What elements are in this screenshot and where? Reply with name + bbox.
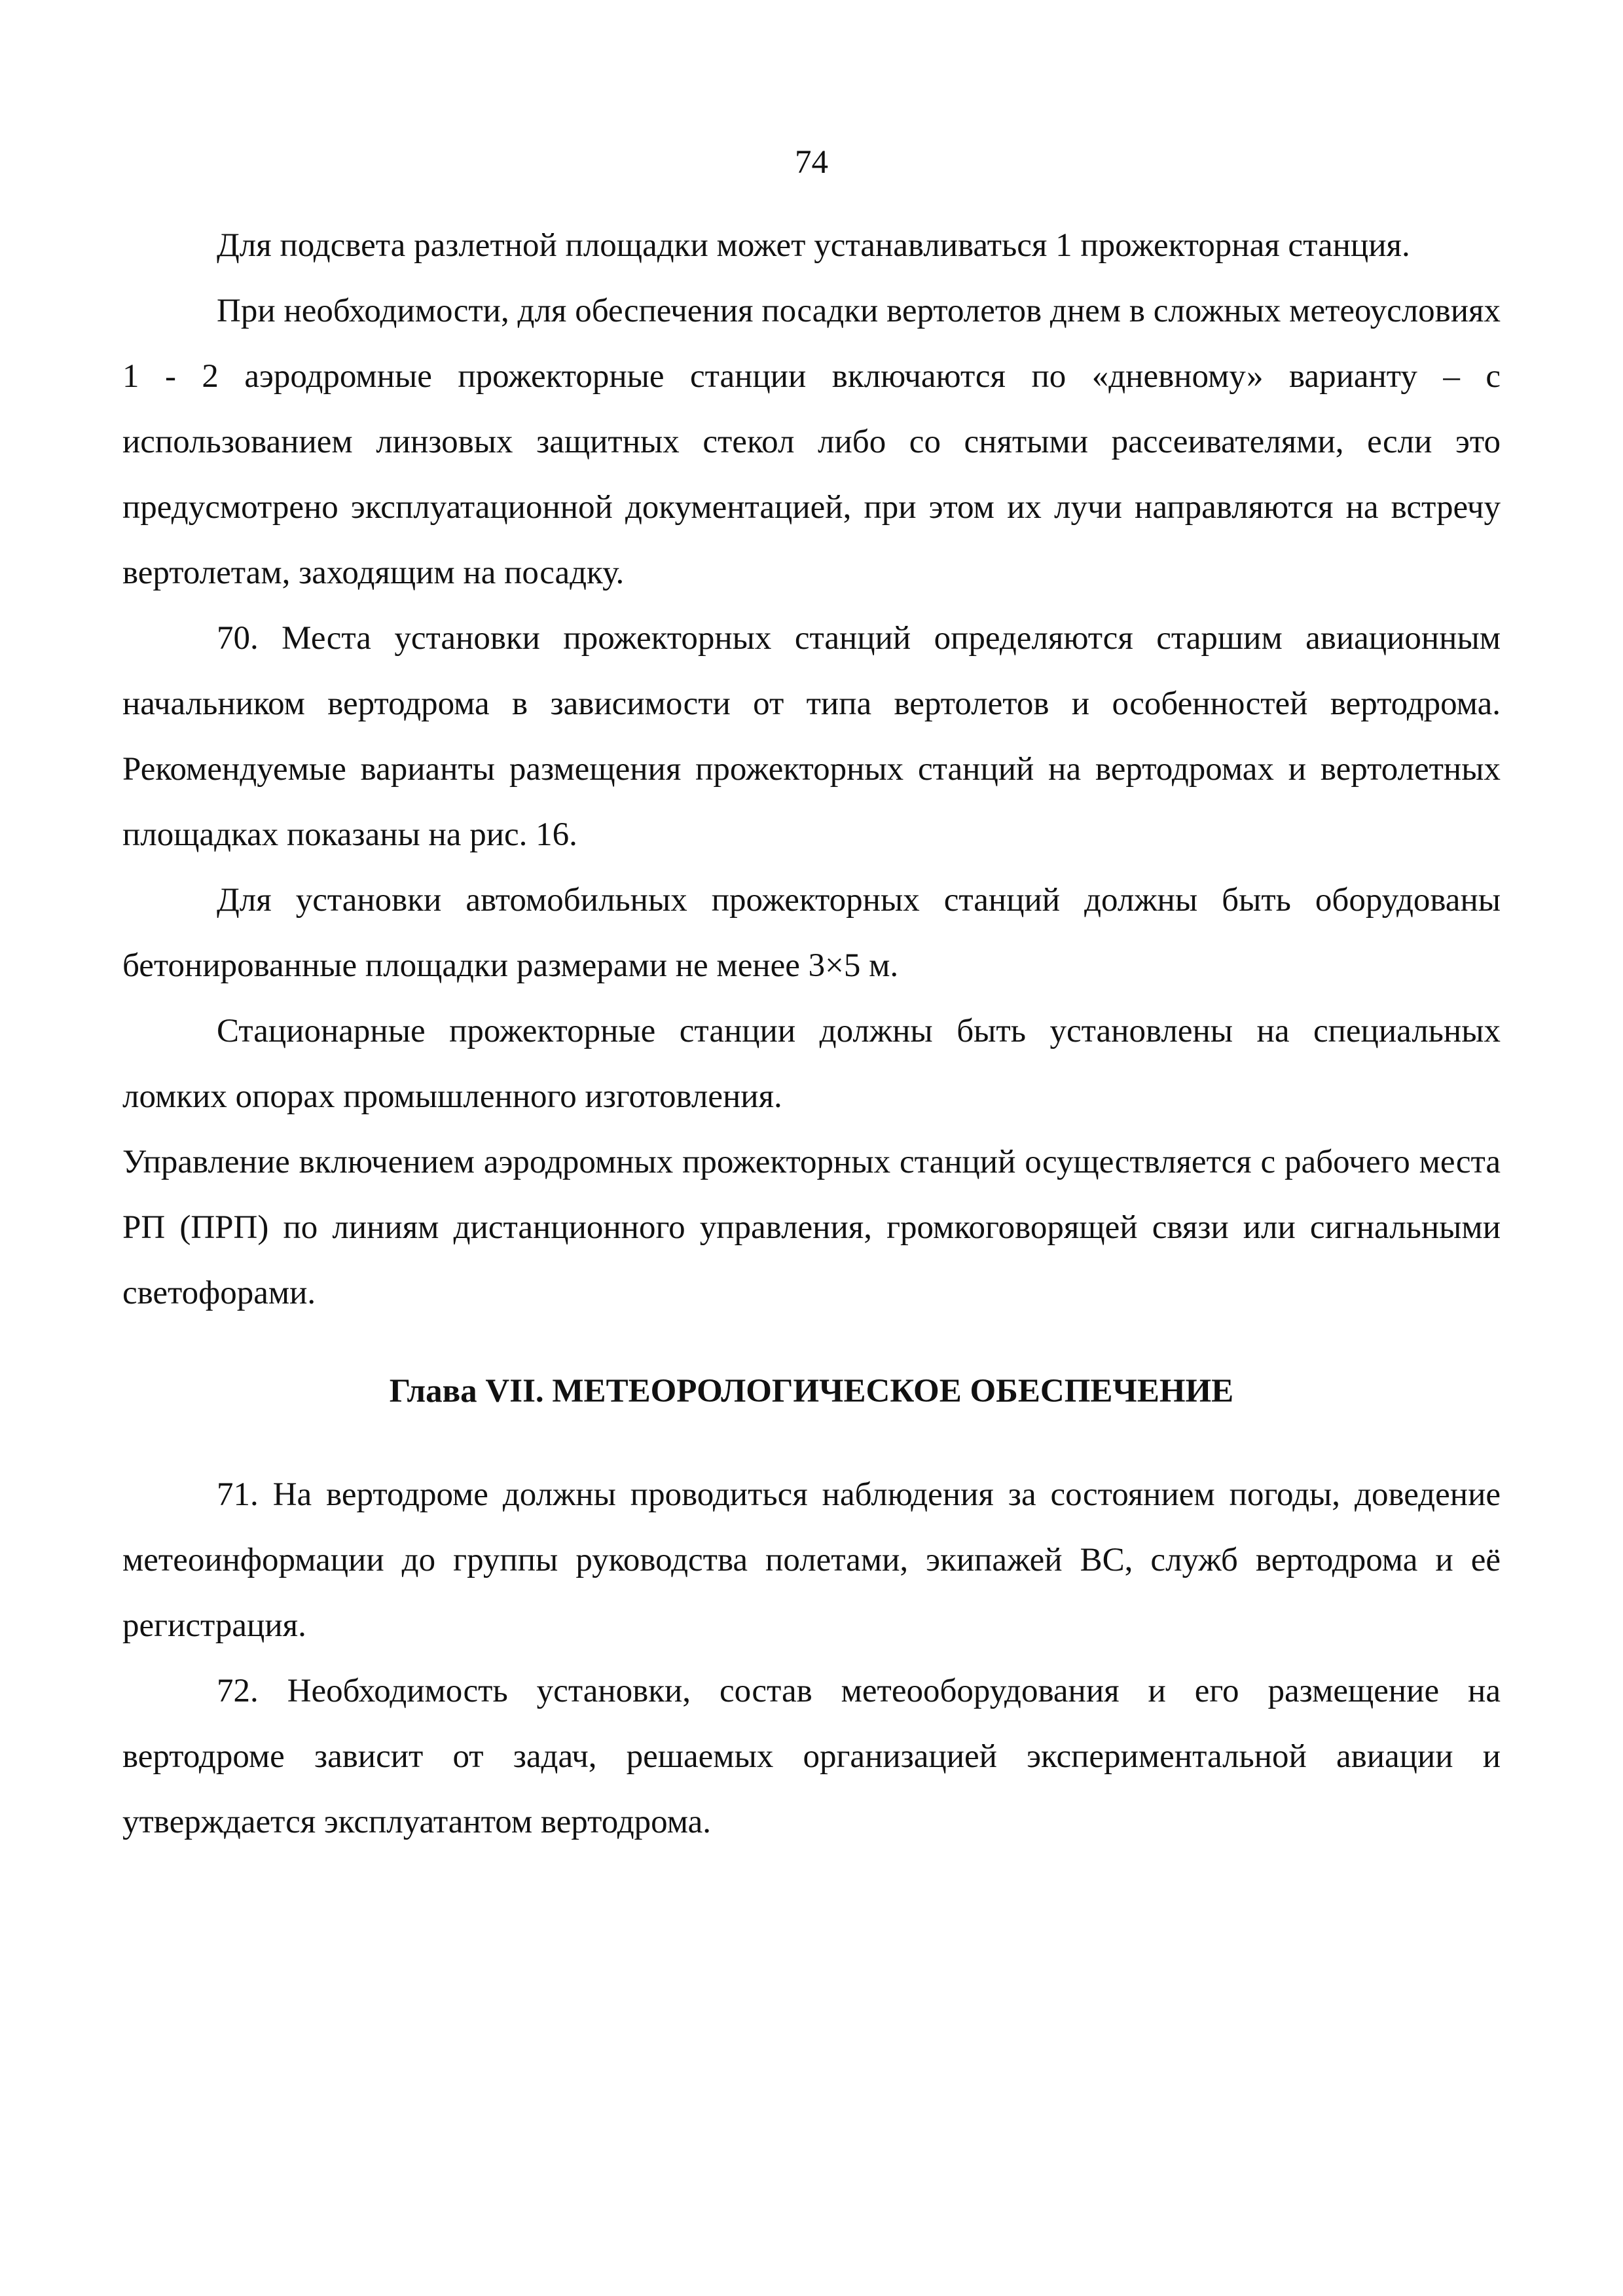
paragraph-item-70: 70. Места установки прожекторных станций определяются старшим авиационным начальником вертодрома в зависимости от типа вертолетов и особенностей вертодрома. Рекомендуемые варианты размещения прожекторных станций на вертодромах и вертолетных площадках показаны на рис. 16. xyxy=(122,620,1501,853)
paragraph-stationary-stations: Стационарные прожекторные станции должны быть установлены на специальных ломких опорах промышленного изготовления. xyxy=(122,1013,1501,1115)
paragraph-floodlight-station: Для подсвета разлетной площадки может устанавливаться 1 прожекторная станция. xyxy=(217,227,1410,264)
page-number: 74 xyxy=(795,144,828,181)
paragraph-mobile-stations: Для установки автомобильных прожекторных станций должны быть оборудованы бетонированные площадки размерами не менее 3×5 м. xyxy=(122,882,1501,984)
paragraph-day-landing: При необходимости, для обеспечения посадки вертолетов днем в сложных метеоусловиях 1 - 2 аэродромные прожекторные станции включаются по «дневному» варианту – с использованием линзовых защитных стекол либо со снятыми рассеивателями, если это предусмотрено эксплуатационной документацией, при этом их лучи направляются на встречу вертолетам, заходящим на посадку. xyxy=(122,293,1501,591)
paragraph-control: Управление включением аэродромных прожекторных станций осуществляется с рабочего места РП (ПРП) по линиям дистанционного управления, громкоговорящей связи или сигнальными светофорами. xyxy=(122,1144,1501,1311)
document-body xyxy=(122,213,1501,1855)
paragraph-item-72: 72. Необходимость установки, состав метеооборудования и его размещение на вертодроме зависит от задач, решаемых организацией экспериментальной авиации и утверждается эксплуатантом вертодрома. xyxy=(122,1673,1501,1840)
paragraph-item-71: 71. На вертодроме должны проводиться наблюдения за состоянием погоды, доведение метеоинформации до группы руководства полетами, экипажей ВС, служб вертодрома и её регистрация. xyxy=(122,1476,1501,1644)
chapter-title: Глава VII. МЕТЕОРОЛОГИЧЕСКОЕ ОБЕСПЕЧЕНИЕ xyxy=(389,1373,1234,1410)
